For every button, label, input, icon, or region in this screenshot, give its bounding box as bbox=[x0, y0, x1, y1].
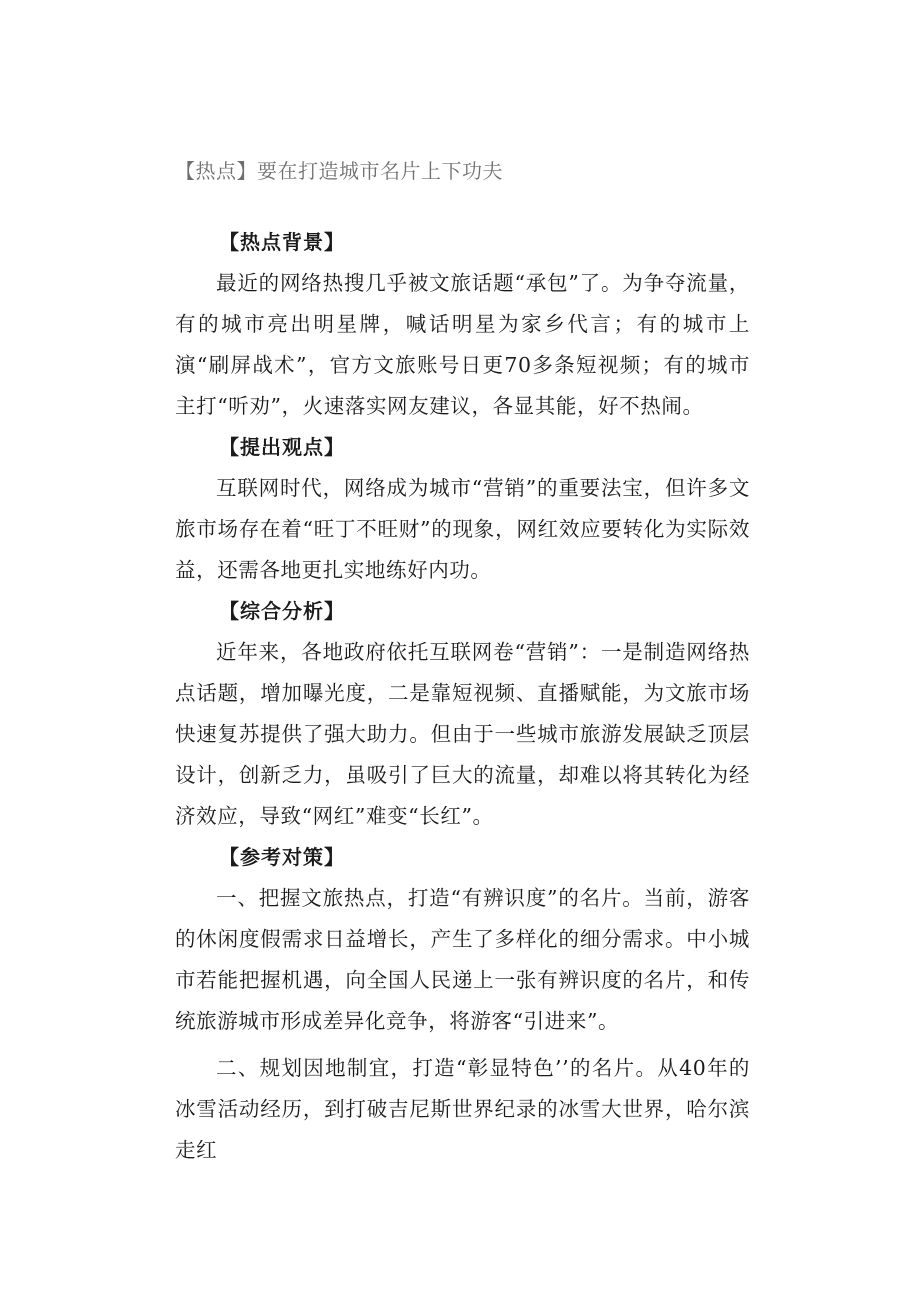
paragraph-countermeasure-2: 二、规划因地制宜，打造“彰显特色’’的名片。从40年的冰雪活动经历，到打破吉尼斯世界纪录的冰雪大世界，哈尔滨走红 bbox=[175, 1056, 750, 1162]
paragraph-countermeasure-1: 一、把握文旅热点，打造“有辨识度”的名片。当前，游客的休闲度假需求日益增长，产生了多样化的细分需求。中小城市若能把握机遇，向全国人民递上一张有辨识度的名片，和传统旅游城市形成差异化竞争，将游客“引进来”。 bbox=[175, 886, 750, 1033]
paragraph-background: 最近的网络热搜几乎被文旅话题“承包”了。为争夺流量，有的城市亮出明星牌，喊话明星为家乡代言；有的城市上演“刷屏战术”，官方文旅账号日更70多条短视频；有的城市主打“听劝”，火速落实网友建议，各显其能，好不热闹。 bbox=[175, 271, 750, 418]
paragraph-viewpoint: 互联网时代，网络成为城市“营销”的重要法宝，但许多文旅市场存在着“旺丁不旺财”的现象，网红效应要转化为实际效益，还需各地更扎实地练好内功。 bbox=[175, 476, 750, 582]
document-body bbox=[175, 222, 750, 1171]
heading-viewpoint: 【提出观点】 bbox=[219, 435, 345, 459]
heading-analysis: 【综合分析】 bbox=[219, 599, 345, 623]
paragraph-analysis: 近年来，各地政府依托互联网卷“营销”：一是制造网络热点话题，增加曝光度，二是靠短视频、直播赋能，为文旅市场快速复苏提供了强大助力。但由于一些城市旅游发展缺乏顶层设计，创新乏力，虽吸引了巨大的流量，却难以将其转化为经济效应，导致“网红”难变“长红”。 bbox=[175, 640, 750, 828]
document-title: 【热点】要在打造城市名片上下功夫 bbox=[175, 159, 503, 183]
heading-background: 【热点背景】 bbox=[219, 230, 345, 254]
heading-countermeasures: 【参考对策】 bbox=[219, 845, 345, 869]
